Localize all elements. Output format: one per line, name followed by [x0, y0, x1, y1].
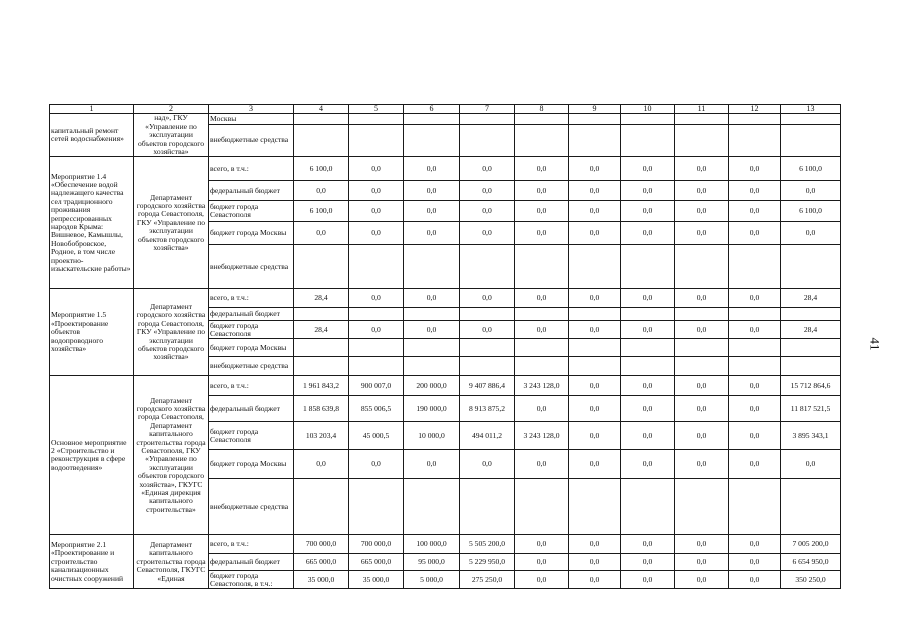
funding-source-cell: бюджет города Севастополя: [209, 422, 294, 450]
amount-cell: [729, 479, 781, 535]
column-number: 4: [294, 105, 349, 114]
funding-source-cell: всего, в т.ч.:: [209, 289, 294, 308]
amount-cell: [349, 339, 404, 357]
amount-cell: [729, 357, 781, 376]
amount-cell: [515, 357, 569, 376]
activity-name-cell: капитальный ремонт сетей водоснабжения»: [50, 114, 134, 157]
amount-cell: [404, 245, 460, 289]
amount-cell: 0,0: [729, 181, 781, 201]
amount-cell: 100 000,0: [404, 535, 460, 554]
funding-source-cell: внебюджетные средства: [209, 357, 294, 376]
amount-cell: [621, 308, 675, 321]
column-number: 8: [515, 105, 569, 114]
amount-cell: 0,0: [675, 450, 729, 479]
amount-cell: [294, 339, 349, 357]
amount-cell: 0,0: [729, 535, 781, 554]
amount-cell: [729, 339, 781, 357]
amount-cell: 0,0: [621, 422, 675, 450]
amount-cell: 0,0: [675, 571, 729, 589]
amount-cell: [404, 124, 460, 157]
amount-cell: 0,0: [349, 157, 404, 181]
amount-cell: [515, 114, 569, 124]
amount-cell: [569, 308, 621, 321]
amount-cell: 700 000,0: [349, 535, 404, 554]
amount-cell: [460, 308, 515, 321]
table-row: [50, 289, 841, 308]
amount-cell: [404, 339, 460, 357]
amount-cell: 0,0: [569, 289, 621, 308]
amount-cell: [729, 245, 781, 289]
amount-cell: 0,0: [294, 181, 349, 201]
amount-cell: [675, 114, 729, 124]
amount-cell: [460, 124, 515, 157]
amount-cell: 0,0: [675, 289, 729, 308]
amount-cell: 0,0: [729, 157, 781, 181]
amount-cell: 0,0: [729, 321, 781, 339]
amount-cell: 0,0: [675, 535, 729, 554]
amount-cell: 0,0: [569, 376, 621, 396]
executor-cell: над», ГКУ «Управление по эксплуатации объектов городского хозяйства»: [134, 114, 209, 157]
amount-cell: [781, 308, 841, 321]
amount-cell: 0,0: [729, 422, 781, 450]
funding-source-cell: всего, в т.ч.:: [209, 157, 294, 181]
column-number: 2: [134, 105, 209, 114]
amount-cell: 0,0: [569, 571, 621, 589]
amount-cell: [781, 245, 841, 289]
amount-cell: 35 000,0: [294, 571, 349, 589]
column-number: 6: [404, 105, 460, 114]
amount-cell: 1 858 639,8: [294, 396, 349, 422]
amount-cell: 15 712 864,6: [781, 376, 841, 396]
funding-source-cell: федеральный бюджет: [209, 396, 294, 422]
amount-cell: 0,0: [349, 222, 404, 245]
amount-cell: 0,0: [675, 376, 729, 396]
amount-cell: [621, 339, 675, 357]
amount-cell: [404, 357, 460, 376]
amount-cell: 0,0: [404, 450, 460, 479]
amount-cell: 0,0: [675, 181, 729, 201]
amount-cell: 200 000,0: [404, 376, 460, 396]
amount-cell: 0,0: [569, 396, 621, 422]
amount-cell: 0,0: [515, 289, 569, 308]
amount-cell: 0,0: [569, 554, 621, 571]
amount-cell: 0,0: [621, 535, 675, 554]
amount-cell: 900 007,0: [349, 376, 404, 396]
amount-cell: 1 961 843,2: [294, 376, 349, 396]
amount-cell: [349, 114, 404, 124]
amount-cell: [294, 357, 349, 376]
column-number-row: [50, 105, 841, 114]
table-body: [50, 105, 841, 589]
amount-cell: 0,0: [404, 201, 460, 222]
amount-cell: [515, 339, 569, 357]
amount-cell: 0,0: [621, 396, 675, 422]
amount-cell: 0,0: [675, 201, 729, 222]
funding-source-cell: бюджет города Севастополя: [209, 201, 294, 222]
amount-cell: 0,0: [460, 181, 515, 201]
amount-cell: [349, 308, 404, 321]
column-number: 13: [781, 105, 841, 114]
amount-cell: 0,0: [675, 222, 729, 245]
amount-cell: 5 000,0: [404, 571, 460, 589]
amount-cell: 0,0: [621, 571, 675, 589]
amount-cell: 0,0: [729, 396, 781, 422]
amount-cell: 10 000,0: [404, 422, 460, 450]
amount-cell: 0,0: [404, 222, 460, 245]
amount-cell: [460, 114, 515, 124]
amount-cell: [515, 308, 569, 321]
amount-cell: 0,0: [404, 321, 460, 339]
table-row: [50, 535, 841, 554]
amount-cell: 3 243 128,0: [515, 422, 569, 450]
amount-cell: 0,0: [515, 222, 569, 245]
amount-cell: 0,0: [460, 201, 515, 222]
amount-cell: 28,4: [781, 321, 841, 339]
amount-cell: 0,0: [515, 181, 569, 201]
amount-cell: 0,0: [569, 201, 621, 222]
amount-cell: 0,0: [675, 422, 729, 450]
funding-source-cell: бюджет города Москвы: [209, 450, 294, 479]
amount-cell: [729, 124, 781, 157]
executor-cell: Департамент городского хозяйства города Севастополя, Департамент капитального строительства города Севастополя, ГКУ «Управление по эксплуатации объектов городского хозяйства», ГКУГС «Единая дирекция капитального строительства»: [134, 376, 209, 535]
amount-cell: 0,0: [294, 450, 349, 479]
amount-cell: 0,0: [729, 201, 781, 222]
amount-cell: 0,0: [781, 222, 841, 245]
amount-cell: 0,0: [675, 321, 729, 339]
amount-cell: 665 000,0: [349, 554, 404, 571]
amount-cell: [781, 114, 841, 124]
amount-cell: 0,0: [515, 535, 569, 554]
amount-cell: 0,0: [515, 201, 569, 222]
amount-cell: [569, 479, 621, 535]
activity-name-cell: Мероприятие 1.4 «Обеспечение водой надлежащего качества сел традиционного проживания репрессированных народов Крыма: Вишневое, Камышлы, Новобобровское, Родное, в том числе проектно-изыскательские работы»: [50, 157, 134, 289]
amount-cell: [460, 245, 515, 289]
column-number: 11: [675, 105, 729, 114]
amount-cell: 28,4: [781, 289, 841, 308]
amount-cell: 0,0: [621, 222, 675, 245]
amount-cell: [675, 339, 729, 357]
amount-cell: [781, 339, 841, 357]
amount-cell: [569, 245, 621, 289]
amount-cell: 0,0: [621, 201, 675, 222]
amount-cell: 8 913 875,2: [460, 396, 515, 422]
amount-cell: 0,0: [729, 222, 781, 245]
page-number: 41: [867, 337, 883, 351]
amount-cell: [621, 357, 675, 376]
amount-cell: 0,0: [349, 321, 404, 339]
column-number: 9: [569, 105, 621, 114]
amount-cell: [621, 114, 675, 124]
amount-cell: [294, 479, 349, 535]
amount-cell: 7 005 200,0: [781, 535, 841, 554]
amount-cell: 0,0: [460, 222, 515, 245]
amount-cell: 0,0: [404, 289, 460, 308]
amount-cell: 0,0: [349, 201, 404, 222]
amount-cell: 5 505 200,0: [460, 535, 515, 554]
table-row: [50, 114, 841, 124]
amount-cell: 0,0: [460, 321, 515, 339]
amount-cell: [781, 124, 841, 157]
amount-cell: [460, 339, 515, 357]
table-row: [50, 376, 841, 396]
executor-cell: Департамент капитального строительства города Севастополя, ГКУГС «Единая: [134, 535, 209, 589]
funding-source-cell: бюджет города Севастополя, в т.ч.:: [209, 571, 294, 589]
amount-cell: 0,0: [729, 450, 781, 479]
amount-cell: 0,0: [729, 289, 781, 308]
funding-source-cell: бюджет города Москвы: [209, 222, 294, 245]
amount-cell: [460, 357, 515, 376]
amount-cell: [675, 479, 729, 535]
amount-cell: [515, 479, 569, 535]
amount-cell: 95 000,0: [404, 554, 460, 571]
activity-name-cell: Мероприятие 2.1 «Проектирование и строительство канализационных очистных сооружений: [50, 535, 134, 589]
amount-cell: [781, 357, 841, 376]
amount-cell: 0,0: [515, 396, 569, 422]
funding-source-cell: бюджет города Севастополя: [209, 321, 294, 339]
amount-cell: 494 011,2: [460, 422, 515, 450]
amount-cell: 6 100,0: [781, 157, 841, 181]
funding-source-cell: бюджет города Москвы: [209, 339, 294, 357]
funding-source-cell: внебюджетные средства: [209, 479, 294, 535]
amount-cell: 0,0: [675, 157, 729, 181]
amount-cell: 0,0: [675, 396, 729, 422]
amount-cell: 0,0: [515, 554, 569, 571]
amount-cell: [569, 114, 621, 124]
funding-source-cell: всего, в т.ч.:: [209, 376, 294, 396]
amount-cell: 0,0: [569, 222, 621, 245]
amount-cell: [460, 479, 515, 535]
activity-name-cell: Мероприятие 1.5 «Проектирование объектов водопроводного хозяйства»: [50, 289, 134, 376]
amount-cell: 0,0: [294, 222, 349, 245]
amount-cell: [675, 308, 729, 321]
amount-cell: 0,0: [569, 181, 621, 201]
amount-cell: 0,0: [349, 289, 404, 308]
amount-cell: 0,0: [515, 157, 569, 181]
executor-cell: Департамент городского хозяйства города Севастополя, ГКУ «Управление по эксплуатации объектов городского хозяйства»: [134, 157, 209, 289]
amount-cell: [294, 124, 349, 157]
amount-cell: 6 654 950,0: [781, 554, 841, 571]
amount-cell: 0,0: [729, 571, 781, 589]
amount-cell: 45 000,5: [349, 422, 404, 450]
amount-cell: 0,0: [569, 321, 621, 339]
amount-cell: 0,0: [349, 181, 404, 201]
amount-cell: 0,0: [404, 157, 460, 181]
amount-cell: 0,0: [781, 450, 841, 479]
amount-cell: 0,0: [621, 554, 675, 571]
amount-cell: 0,0: [515, 571, 569, 589]
amount-cell: [404, 479, 460, 535]
amount-cell: 9 407 886,4: [460, 376, 515, 396]
budget-table: [49, 104, 841, 589]
amount-cell: 0,0: [460, 289, 515, 308]
amount-cell: 3 243 128,0: [515, 376, 569, 396]
amount-cell: [675, 245, 729, 289]
amount-cell: [621, 124, 675, 157]
column-number: 5: [349, 105, 404, 114]
amount-cell: 0,0: [569, 157, 621, 181]
amount-cell: 11 817 521,5: [781, 396, 841, 422]
amount-cell: [675, 124, 729, 157]
amount-cell: 0,0: [569, 422, 621, 450]
amount-cell: 0,0: [515, 321, 569, 339]
amount-cell: [729, 308, 781, 321]
amount-cell: 0,0: [621, 157, 675, 181]
amount-cell: 0,0: [621, 289, 675, 308]
amount-cell: 0,0: [404, 181, 460, 201]
amount-cell: [569, 339, 621, 357]
amount-cell: 0,0: [621, 450, 675, 479]
amount-cell: [621, 245, 675, 289]
amount-cell: [349, 245, 404, 289]
column-number: 10: [621, 105, 675, 114]
amount-cell: 35 000,0: [349, 571, 404, 589]
amount-cell: [621, 479, 675, 535]
amount-cell: 6 100,0: [294, 201, 349, 222]
amount-cell: [349, 124, 404, 157]
amount-cell: 0,0: [781, 181, 841, 201]
funding-source-cell: Москвы: [209, 114, 294, 124]
executor-cell: Департамент городского хозяйства города Севастополя, ГКУ «Управление по эксплуатации объектов городского хозяйства»: [134, 289, 209, 376]
amount-cell: 0,0: [729, 554, 781, 571]
amount-cell: [675, 357, 729, 376]
column-number: 7: [460, 105, 515, 114]
column-number: 3: [209, 105, 294, 114]
amount-cell: 0,0: [675, 554, 729, 571]
amount-cell: 0,0: [460, 450, 515, 479]
amount-cell: 0,0: [349, 450, 404, 479]
funding-source-cell: внебюджетные средства: [209, 245, 294, 289]
amount-cell: 700 000,0: [294, 535, 349, 554]
column-number: 12: [729, 105, 781, 114]
amount-cell: 0,0: [460, 157, 515, 181]
amount-cell: [404, 114, 460, 124]
amount-cell: 190 000,0: [404, 396, 460, 422]
amount-cell: [294, 245, 349, 289]
funding-source-cell: федеральный бюджет: [209, 554, 294, 571]
amount-cell: [349, 357, 404, 376]
amount-cell: 350 250,0: [781, 571, 841, 589]
funding-source-cell: внебюджетные средства: [209, 124, 294, 157]
amount-cell: 855 006,5: [349, 396, 404, 422]
amount-cell: [349, 479, 404, 535]
amount-cell: 6 100,0: [294, 157, 349, 181]
amount-cell: [729, 114, 781, 124]
amount-cell: 0,0: [621, 181, 675, 201]
amount-cell: 275 250,0: [460, 571, 515, 589]
amount-cell: [569, 124, 621, 157]
amount-cell: 28,4: [294, 321, 349, 339]
amount-cell: [515, 124, 569, 157]
amount-cell: 6 100,0: [781, 201, 841, 222]
amount-cell: 0,0: [515, 450, 569, 479]
amount-cell: [294, 308, 349, 321]
amount-cell: [569, 357, 621, 376]
amount-cell: 665 000,0: [294, 554, 349, 571]
amount-cell: 5 229 950,0: [460, 554, 515, 571]
amount-cell: 0,0: [569, 535, 621, 554]
amount-cell: 103 203,4: [294, 422, 349, 450]
amount-cell: 0,0: [621, 376, 675, 396]
amount-cell: [781, 479, 841, 535]
funding-source-cell: федеральный бюджет: [209, 181, 294, 201]
funding-source-cell: федеральный бюджет: [209, 308, 294, 321]
amount-cell: 28,4: [294, 289, 349, 308]
amount-cell: 0,0: [569, 450, 621, 479]
column-number: 1: [50, 105, 134, 114]
amount-cell: [515, 245, 569, 289]
amount-cell: 0,0: [621, 321, 675, 339]
funding-source-cell: всего, в т.ч.:: [209, 535, 294, 554]
amount-cell: [404, 308, 460, 321]
amount-cell: [294, 114, 349, 124]
amount-cell: 3 895 343,1: [781, 422, 841, 450]
amount-cell: 0,0: [729, 376, 781, 396]
table-row: [50, 157, 841, 181]
activity-name-cell: Основное мероприятие 2 «Строительство и реконструкция в сфере водоотведения»: [50, 376, 134, 535]
